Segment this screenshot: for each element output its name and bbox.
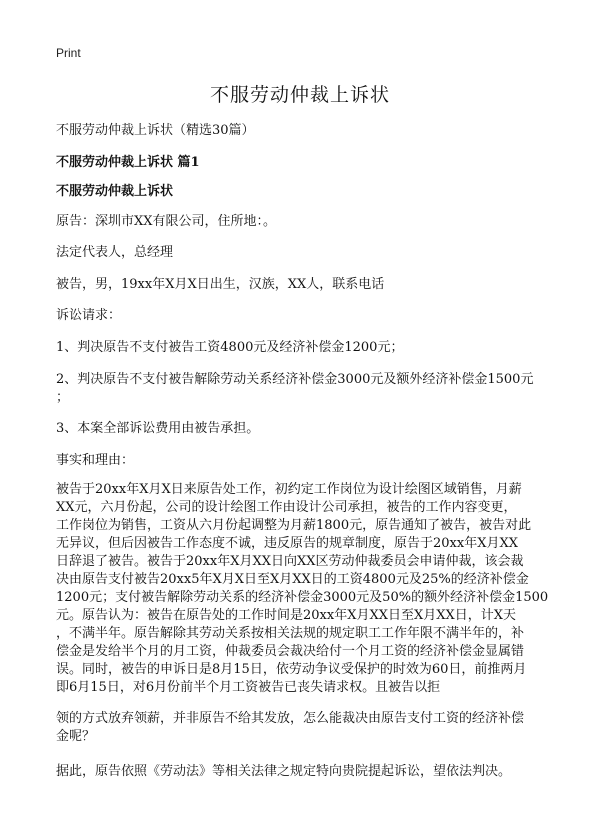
facts-line: 偿金是发给半个月的月工资，仲裁委员会裁决给付一个月工资的经济补偿金显属错: [56, 644, 525, 659]
facts-line: 被告于20xx年X月X日来原告处工作，初约定工作岗位为设计绘图区域销售，月薪: [56, 482, 522, 497]
facts-line: XX元，六月份起，公司的设计绘图工作由设计公司承担，被告的工作内容变更，: [56, 500, 517, 515]
defendant-line: 被告，男，19xx年X月X日出生，汉族，XX人，联系电话: [56, 277, 385, 292]
facts-line: 误。同时，被告的申诉日是8月15日，依劳动争议受保护的时效为60日，前推两月: [56, 662, 527, 677]
claim-1: 1、判决原告不支付被告工资4800元及经济补偿金1200元；: [56, 340, 404, 355]
section-heading: 不服劳动仲裁上诉状 篇1: [56, 155, 200, 170]
facts-line: ，不满半年。原告解除其劳动关系按相关法规的规定职工工作年限不满半年的，补: [56, 626, 525, 641]
facts-line: 无异议，但后因被告工作态度不诚，违反原告的规章制度，原告于20xx年X月XX: [56, 536, 518, 551]
continuation-line: 金呢？: [56, 729, 96, 744]
facts-line: 1200元；支付被告解除劳动关系的经济补偿金3000元及50%的额外经济补偿金1500: [56, 590, 549, 605]
facts-line: 日辞退了被告。被告于20xx年X月XX日向XX区劳动仲裁委员会申请仲裁，该会裁: [56, 554, 524, 569]
claim-3: 3、本案全部诉讼费用由被告承担。: [56, 421, 260, 436]
facts-continuation: [56, 710, 548, 746]
claim-2-line2: ；: [56, 390, 70, 405]
facts-line: 即6月15日，对6月份前半个月工资被告已丧失请求权。且被告以拒: [56, 680, 441, 695]
facts-line: 元。原告认为：被告在原告处的工作时间是20xx年X月XX日至X月XX日，计X天: [56, 608, 516, 623]
facts-line: 工作岗位为销售，工资从六月份起调整为月薪1800元，原告通知了被告，被告对此: [56, 518, 532, 533]
facts-label: 事实和理由：: [56, 453, 135, 468]
claims-label: 诉讼请求：: [56, 308, 122, 323]
print-link[interactable]: Print: [56, 46, 81, 60]
claim-2-line1: 2、判决原告不支付被告解除劳动关系经济补偿金3000元及额外经济补偿金1500元: [56, 372, 534, 387]
doc-heading: 不服劳动仲裁上诉状: [56, 184, 174, 199]
legal-rep-line: 法定代表人，总经理: [56, 245, 174, 260]
facts-line: 决由原告支付被告20xx5年X月X日至X月XX日的工资4800元及25%的经济补偿金: [56, 572, 529, 587]
document-title: 不服劳动仲裁上诉状: [209, 84, 390, 106]
closing-line: 据此，原告依照《劳动法》等相关法律之规定特向贵院提起诉讼，望依法判决。: [56, 764, 512, 779]
document-subtitle: 不服劳动仲裁上诉状（精选30篇）: [56, 123, 255, 138]
continuation-line: 领的方式放弃领薪，并非原告不给其发放，怎么能裁决由原告支付工资的经济补偿: [56, 711, 525, 726]
facts-paragraph: [56, 481, 548, 697]
plaintiff-line: 原告：深圳市XX有限公司，住所地：。: [56, 214, 277, 229]
